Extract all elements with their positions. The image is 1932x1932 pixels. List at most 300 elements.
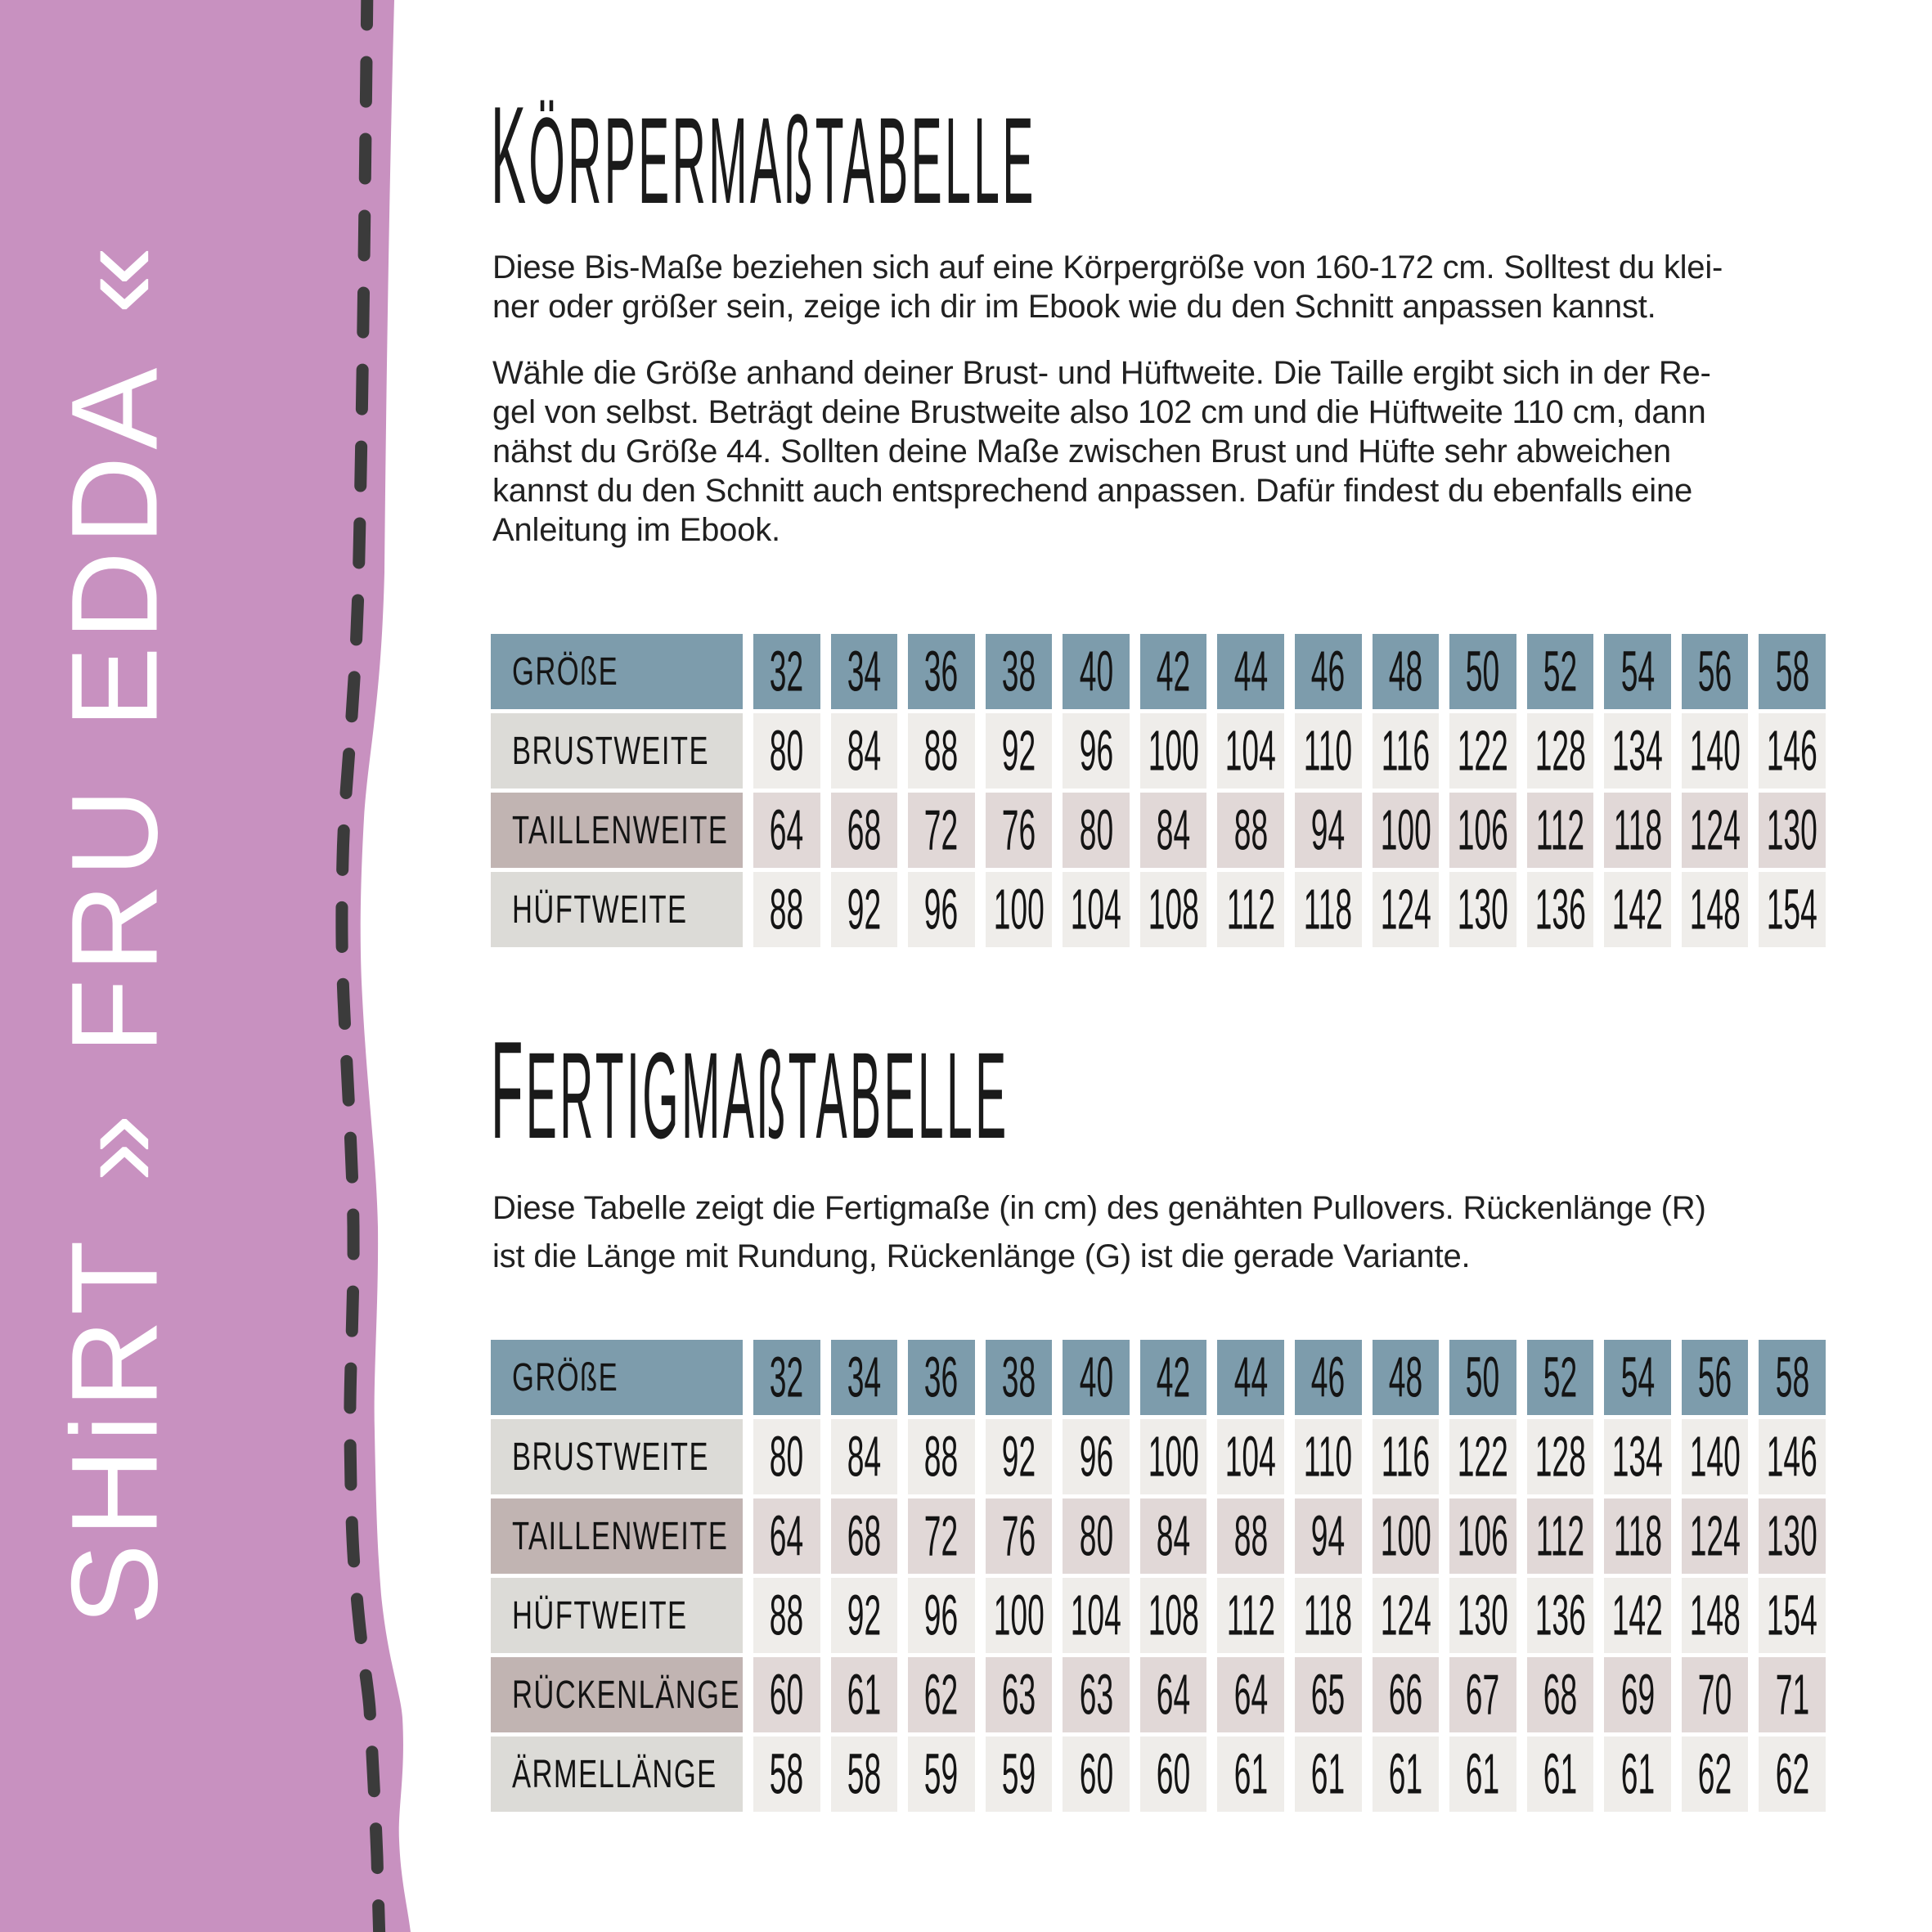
measure-value-hueftweite bbox=[1140, 872, 1207, 947]
measure-value-brustweite-text: 110 bbox=[1304, 719, 1353, 783]
measure-value-taillenweite-text: 124 bbox=[1689, 1504, 1741, 1568]
koerpermass-table bbox=[491, 634, 1826, 947]
size-header-value-text: 42 bbox=[1156, 640, 1191, 703]
measure-value-taillenweite bbox=[1759, 1498, 1826, 1574]
measure-value-hueftweite bbox=[1140, 1578, 1207, 1653]
measure-value-hueftweite-text: 154 bbox=[1767, 1584, 1818, 1647]
measure-value-brustweite-text: 122 bbox=[1457, 719, 1508, 783]
measure-value-hueftweite-text: 92 bbox=[847, 878, 882, 941]
measure-value-brustweite bbox=[1449, 713, 1516, 789]
size-header-value bbox=[1527, 634, 1594, 709]
measure-value-brustweite-text: 84 bbox=[847, 719, 882, 783]
measure-value-hueftweite bbox=[753, 1578, 820, 1653]
measure-value-taillenweite-text: 100 bbox=[1380, 798, 1431, 862]
measure-value-brustweite bbox=[1682, 1419, 1749, 1494]
row-label-hueftweite-text: HÜFTWEITE bbox=[512, 1593, 688, 1638]
size-header-value-text: 34 bbox=[847, 1346, 882, 1409]
row-label-taillenweite bbox=[491, 1498, 743, 1574]
measure-value-taillenweite bbox=[1527, 793, 1594, 868]
text-line: nähst du Größe 44. Sollten deine Maße zwischen Brust und Hüfte sehr abweichen bbox=[492, 434, 1671, 470]
size-header-value-text: 46 bbox=[1311, 640, 1346, 703]
heading-fertigmasstabelle: FERTIGMAßTABELLE bbox=[491, 1013, 1009, 1167]
row-label-hueftweite-text: HÜFTWEITE bbox=[512, 887, 688, 932]
size-header-value-text: 40 bbox=[1079, 640, 1113, 703]
text-line: ist die Länge mit Rundung, Rückenlänge (G) ist die gerade Variante. bbox=[492, 1238, 1471, 1274]
size-header-value bbox=[1604, 1340, 1671, 1415]
measure-value-hueftweite-text: 154 bbox=[1767, 878, 1818, 941]
measure-value-taillenweite-text: 124 bbox=[1689, 798, 1741, 862]
measure-value-rueckenlaenge bbox=[1527, 1657, 1594, 1732]
measure-value-aermellaenge-text: 59 bbox=[1001, 1742, 1036, 1806]
measure-value-taillenweite bbox=[1217, 1498, 1284, 1574]
measure-value-hueftweite-text: 96 bbox=[924, 1584, 959, 1647]
row-label-brustweite bbox=[491, 713, 743, 789]
measure-value-rueckenlaenge-text: 63 bbox=[1079, 1663, 1113, 1727]
measure-value-taillenweite bbox=[831, 793, 898, 868]
size-header-value bbox=[908, 1340, 975, 1415]
size-header-value-text: 44 bbox=[1233, 1346, 1268, 1409]
size-header-value bbox=[1759, 1340, 1826, 1415]
heading-koerpermasstabelle: KÖRPERMAßTABELLE bbox=[491, 78, 1036, 232]
size-header-value bbox=[1759, 634, 1826, 709]
measure-value-hueftweite bbox=[1759, 1578, 1826, 1653]
measure-value-hueftweite bbox=[1527, 872, 1594, 947]
measure-value-brustweite bbox=[1604, 713, 1671, 789]
size-header-value-text: 32 bbox=[770, 1346, 804, 1409]
measure-value-taillenweite-text: 64 bbox=[770, 798, 804, 862]
measure-value-rueckenlaenge-text: 68 bbox=[1543, 1663, 1578, 1727]
measure-value-taillenweite-text: 118 bbox=[1613, 798, 1662, 862]
measure-value-hueftweite bbox=[1295, 1578, 1362, 1653]
measure-value-rueckenlaenge-text: 64 bbox=[1156, 1663, 1191, 1727]
text-line: ner oder größer sein, zeige ich dir im Ebook wie du den Schnitt anpassen kannst. bbox=[492, 289, 1656, 325]
measure-value-hueftweite bbox=[1449, 872, 1516, 947]
measure-value-hueftweite-text: 148 bbox=[1689, 878, 1741, 941]
row-label-brustweite bbox=[491, 1419, 743, 1494]
text-line: Anleitung im Ebook. bbox=[492, 512, 780, 548]
row-label-aermellaenge-text: ÄRMELLÄNGE bbox=[512, 1752, 717, 1796]
size-header-value bbox=[1217, 634, 1284, 709]
measure-value-rueckenlaenge-text: 64 bbox=[1233, 1663, 1268, 1727]
measure-value-hueftweite-text: 88 bbox=[770, 878, 804, 941]
measure-value-hueftweite-text: 108 bbox=[1148, 1584, 1199, 1647]
measure-value-aermellaenge-text: 61 bbox=[1620, 1742, 1655, 1806]
measure-value-brustweite-text: 134 bbox=[1612, 1425, 1664, 1489]
size-header-value-text: 58 bbox=[1775, 640, 1809, 703]
measure-value-aermellaenge bbox=[986, 1737, 1053, 1812]
measure-value-hueftweite bbox=[986, 872, 1053, 947]
size-header-value bbox=[1063, 634, 1130, 709]
measure-value-brustweite-text: 80 bbox=[770, 719, 804, 783]
measure-value-rueckenlaenge-text: 61 bbox=[847, 1663, 882, 1727]
measure-value-taillenweite bbox=[831, 1498, 898, 1574]
size-header-value bbox=[1682, 634, 1749, 709]
measure-value-hueftweite-text: 118 bbox=[1304, 878, 1353, 941]
measure-value-taillenweite bbox=[1140, 793, 1207, 868]
measure-value-brustweite bbox=[1063, 1419, 1130, 1494]
measure-value-aermellaenge-text: 58 bbox=[847, 1742, 882, 1806]
measure-value-aermellaenge-text: 60 bbox=[1156, 1742, 1191, 1806]
measure-value-rueckenlaenge-text: 67 bbox=[1466, 1663, 1500, 1727]
size-header-value-text: 52 bbox=[1543, 640, 1578, 703]
measure-value-rueckenlaenge bbox=[1449, 1657, 1516, 1732]
measure-value-taillenweite bbox=[1140, 1498, 1207, 1574]
measure-value-taillenweite bbox=[1373, 793, 1440, 868]
size-header-value-text: 54 bbox=[1620, 640, 1655, 703]
size-header-value-text: 42 bbox=[1156, 1346, 1191, 1409]
measure-value-hueftweite-text: 108 bbox=[1148, 878, 1199, 941]
measure-value-taillenweite bbox=[908, 1498, 975, 1574]
measure-value-taillenweite-text: 80 bbox=[1079, 798, 1113, 862]
measure-value-hueftweite-text: 112 bbox=[1226, 878, 1275, 941]
measure-value-taillenweite bbox=[753, 1498, 820, 1574]
measure-value-brustweite-text: 104 bbox=[1225, 719, 1277, 783]
measure-value-hueftweite-text: 118 bbox=[1304, 1584, 1353, 1647]
size-header-value-text: 36 bbox=[924, 640, 959, 703]
measure-value-brustweite-text: 92 bbox=[1001, 719, 1036, 783]
measure-value-taillenweite bbox=[1449, 1498, 1516, 1574]
measure-value-rueckenlaenge-text: 71 bbox=[1775, 1663, 1809, 1727]
measure-value-aermellaenge bbox=[1373, 1737, 1440, 1812]
measure-value-aermellaenge bbox=[753, 1737, 820, 1812]
measure-value-brustweite bbox=[1063, 713, 1130, 789]
measure-value-hueftweite bbox=[1373, 872, 1440, 947]
pattern-name-vertical-label: SHiRT » FRU EDDA « bbox=[45, 239, 183, 1626]
measure-value-hueftweite bbox=[831, 872, 898, 947]
row-label-taillenweite bbox=[491, 793, 743, 868]
measure-value-aermellaenge bbox=[1759, 1737, 1826, 1812]
measure-value-taillenweite-text: 118 bbox=[1613, 1504, 1662, 1568]
measure-value-rueckenlaenge bbox=[1063, 1657, 1130, 1732]
size-header-value-text: 56 bbox=[1697, 640, 1732, 703]
measure-value-hueftweite bbox=[1063, 872, 1130, 947]
measure-value-taillenweite bbox=[1527, 1498, 1594, 1574]
measure-value-taillenweite-text: 130 bbox=[1767, 1504, 1818, 1568]
measure-value-brustweite bbox=[1682, 713, 1749, 789]
size-header-value bbox=[1295, 634, 1362, 709]
fertigmass-table bbox=[491, 1340, 1826, 1812]
measure-value-hueftweite bbox=[1682, 872, 1749, 947]
measure-value-taillenweite-text: 80 bbox=[1079, 1504, 1113, 1568]
size-header-value bbox=[1063, 1340, 1130, 1415]
measure-value-rueckenlaenge bbox=[1140, 1657, 1207, 1732]
measure-value-brustweite bbox=[1527, 713, 1594, 789]
row-label-hueftweite bbox=[491, 1578, 743, 1653]
size-header-value-text: 56 bbox=[1697, 1346, 1732, 1409]
measure-value-hueftweite-text: 124 bbox=[1380, 878, 1431, 941]
measure-value-taillenweite bbox=[1063, 793, 1130, 868]
measure-value-hueftweite-text: 148 bbox=[1689, 1584, 1741, 1647]
measure-value-brustweite bbox=[986, 713, 1053, 789]
measure-value-hueftweite bbox=[1682, 1578, 1749, 1653]
measure-value-taillenweite-text: 88 bbox=[1233, 798, 1268, 862]
measure-value-rueckenlaenge bbox=[1217, 1657, 1284, 1732]
size-header-value bbox=[1527, 1340, 1594, 1415]
measure-value-taillenweite-text: 106 bbox=[1457, 1504, 1508, 1568]
measure-value-hueftweite bbox=[831, 1578, 898, 1653]
measure-value-rueckenlaenge-text: 70 bbox=[1697, 1663, 1732, 1727]
measure-value-brustweite bbox=[1217, 713, 1284, 789]
measure-value-hueftweite bbox=[1449, 1578, 1516, 1653]
row-label-aermellaenge bbox=[491, 1737, 743, 1812]
measure-value-brustweite-text: 116 bbox=[1381, 1425, 1431, 1489]
measure-value-taillenweite-text: 112 bbox=[1535, 798, 1585, 862]
size-header-value bbox=[986, 634, 1053, 709]
measure-value-aermellaenge bbox=[1217, 1737, 1284, 1812]
measure-value-hueftweite bbox=[1604, 1578, 1671, 1653]
measure-value-taillenweite-text: 76 bbox=[1001, 798, 1036, 862]
measure-value-taillenweite-text: 94 bbox=[1311, 1504, 1346, 1568]
measure-value-hueftweite-text: 104 bbox=[1071, 878, 1122, 941]
size-header-value bbox=[986, 1340, 1053, 1415]
measure-value-aermellaenge bbox=[1449, 1737, 1516, 1812]
row-label-rueckenlaenge bbox=[491, 1657, 743, 1732]
measure-value-hueftweite bbox=[1295, 872, 1362, 947]
size-header-value-text: 58 bbox=[1775, 1346, 1809, 1409]
measure-value-hueftweite bbox=[1063, 1578, 1130, 1653]
measure-value-brustweite-text: 88 bbox=[924, 1425, 959, 1489]
measure-value-brustweite-text: 80 bbox=[770, 1425, 804, 1489]
measure-value-aermellaenge-text: 61 bbox=[1233, 1742, 1268, 1806]
measure-value-brustweite bbox=[1604, 1419, 1671, 1494]
row-label-taillenweite-text: TAILLENWEITE bbox=[512, 1514, 729, 1558]
measure-value-rueckenlaenge bbox=[1373, 1657, 1440, 1732]
measure-value-hueftweite-text: 112 bbox=[1226, 1584, 1275, 1647]
size-header-value-text: 52 bbox=[1543, 1346, 1578, 1409]
measure-value-hueftweite bbox=[986, 1578, 1053, 1653]
measure-value-taillenweite-text: 94 bbox=[1311, 798, 1346, 862]
measure-value-brustweite bbox=[1759, 713, 1826, 789]
measure-value-hueftweite-text: 100 bbox=[993, 1584, 1045, 1647]
measure-value-taillenweite bbox=[1063, 1498, 1130, 1574]
measure-value-hueftweite bbox=[1759, 872, 1826, 947]
measure-value-taillenweite-text: 106 bbox=[1457, 798, 1508, 862]
measure-value-brustweite bbox=[908, 713, 975, 789]
measure-value-hueftweite bbox=[1373, 1578, 1440, 1653]
measure-value-taillenweite-text: 84 bbox=[1156, 1504, 1191, 1568]
row-label-taillenweite-text: TAILLENWEITE bbox=[512, 808, 729, 852]
measure-value-aermellaenge-text: 61 bbox=[1466, 1742, 1500, 1806]
text-line: Wähle die Größe anhand deiner Brust- und Hüftweite. Die Taille ergibt sich in der Re- bbox=[492, 355, 1711, 391]
measure-value-aermellaenge-text: 58 bbox=[770, 1742, 804, 1806]
measure-value-brustweite-text: 146 bbox=[1767, 719, 1818, 783]
size-header-value-text: 44 bbox=[1233, 640, 1268, 703]
size-header-value-text: 50 bbox=[1466, 1346, 1500, 1409]
size-header-value bbox=[908, 634, 975, 709]
measure-value-brustweite bbox=[908, 1419, 975, 1494]
measure-value-taillenweite-text: 72 bbox=[924, 798, 959, 862]
size-header-value bbox=[1449, 634, 1516, 709]
measure-value-taillenweite-text: 64 bbox=[770, 1504, 804, 1568]
measure-value-hueftweite-text: 136 bbox=[1534, 1584, 1586, 1647]
measure-value-taillenweite-text: 88 bbox=[1233, 1504, 1268, 1568]
measure-value-brustweite bbox=[986, 1419, 1053, 1494]
measure-value-taillenweite bbox=[986, 793, 1053, 868]
size-header-value bbox=[1295, 1340, 1362, 1415]
measure-value-brustweite-text: 96 bbox=[1079, 719, 1113, 783]
size-header-value bbox=[831, 634, 898, 709]
size-header-label-groesse bbox=[491, 634, 743, 709]
measure-value-hueftweite-text: 136 bbox=[1534, 878, 1586, 941]
measure-value-brustweite-text: 146 bbox=[1767, 1425, 1818, 1489]
size-header-value bbox=[753, 634, 820, 709]
measure-value-aermellaenge bbox=[1140, 1737, 1207, 1812]
measure-value-brustweite-text: 110 bbox=[1304, 1425, 1353, 1489]
measure-value-taillenweite-text: 84 bbox=[1156, 798, 1191, 862]
measure-value-hueftweite bbox=[908, 872, 975, 947]
size-header-value-text: 34 bbox=[847, 640, 882, 703]
measure-value-aermellaenge-text: 61 bbox=[1388, 1742, 1423, 1806]
measure-value-taillenweite-text: 130 bbox=[1767, 798, 1818, 862]
measure-value-taillenweite bbox=[1682, 1498, 1749, 1574]
measure-value-rueckenlaenge bbox=[908, 1657, 975, 1732]
size-header-value-text: 38 bbox=[1001, 1346, 1036, 1409]
measure-value-taillenweite bbox=[1682, 793, 1749, 868]
measure-value-hueftweite bbox=[1604, 872, 1671, 947]
measure-value-hueftweite-text: 142 bbox=[1612, 878, 1664, 941]
measure-value-brustweite-text: 122 bbox=[1457, 1425, 1508, 1489]
measure-value-hueftweite-text: 96 bbox=[924, 878, 959, 941]
measure-value-rueckenlaenge bbox=[831, 1657, 898, 1732]
measure-value-brustweite-text: 140 bbox=[1689, 1425, 1741, 1489]
measure-value-rueckenlaenge-text: 60 bbox=[770, 1663, 804, 1727]
measure-value-brustweite bbox=[1759, 1419, 1826, 1494]
measure-value-brustweite-text: 96 bbox=[1079, 1425, 1113, 1489]
measure-value-brustweite-text: 104 bbox=[1225, 1425, 1277, 1489]
measure-value-aermellaenge-text: 61 bbox=[1311, 1742, 1346, 1806]
measure-value-brustweite bbox=[1217, 1419, 1284, 1494]
measure-value-brustweite-text: 84 bbox=[847, 1425, 882, 1489]
measure-value-aermellaenge-text: 61 bbox=[1543, 1742, 1578, 1806]
measure-value-taillenweite-text: 68 bbox=[847, 798, 882, 862]
size-header-value bbox=[1217, 1340, 1284, 1415]
measure-value-hueftweite-text: 124 bbox=[1380, 1584, 1431, 1647]
row-label-brustweite-text: BRUSTWEITE bbox=[512, 729, 709, 773]
measure-value-taillenweite bbox=[986, 1498, 1053, 1574]
text-line: gel von selbst. Beträgt deine Brustweite also 102 cm und die Hüftweite 110 cm, dann bbox=[492, 394, 1706, 430]
measure-value-aermellaenge-text: 62 bbox=[1775, 1742, 1809, 1806]
measure-value-brustweite bbox=[753, 1419, 820, 1494]
fertigmass-intro-paragraph bbox=[492, 1184, 1706, 1281]
measure-value-aermellaenge bbox=[1063, 1737, 1130, 1812]
measure-value-aermellaenge bbox=[1295, 1737, 1362, 1812]
measure-value-brustweite bbox=[1295, 1419, 1362, 1494]
measure-value-hueftweite bbox=[753, 872, 820, 947]
size-header-value-text: 54 bbox=[1620, 1346, 1655, 1409]
size-header-value-text: 36 bbox=[924, 1346, 959, 1409]
measure-value-hueftweite-text: 104 bbox=[1071, 1584, 1122, 1647]
measure-value-taillenweite bbox=[1217, 793, 1284, 868]
measure-value-hueftweite bbox=[908, 1578, 975, 1653]
size-header-value bbox=[1373, 634, 1440, 709]
row-label-hueftweite bbox=[491, 872, 743, 947]
measure-value-brustweite-text: 100 bbox=[1148, 719, 1199, 783]
text-line: Diese Bis-Maße beziehen sich auf eine Körpergröße von 160-172 cm. Solltest du klei- bbox=[492, 249, 1723, 285]
size-header-value-text: 38 bbox=[1001, 640, 1036, 703]
measure-value-taillenweite-text: 100 bbox=[1380, 1504, 1431, 1568]
size-choice-paragraph bbox=[492, 353, 1711, 550]
measure-value-aermellaenge bbox=[1604, 1737, 1671, 1812]
measure-value-brustweite-text: 128 bbox=[1534, 719, 1586, 783]
measure-value-taillenweite bbox=[1449, 793, 1516, 868]
measure-value-aermellaenge-text: 59 bbox=[924, 1742, 959, 1806]
measure-value-taillenweite bbox=[753, 793, 820, 868]
measure-value-taillenweite bbox=[908, 793, 975, 868]
measure-value-hueftweite-text: 88 bbox=[770, 1584, 804, 1647]
size-header-value bbox=[1682, 1340, 1749, 1415]
measure-value-brustweite-text: 92 bbox=[1001, 1425, 1036, 1489]
measure-value-brustweite-text: 134 bbox=[1612, 719, 1664, 783]
measure-value-brustweite bbox=[1527, 1419, 1594, 1494]
size-header-value bbox=[1449, 1340, 1516, 1415]
size-header-value-text: 48 bbox=[1388, 640, 1423, 703]
measure-value-brustweite bbox=[1140, 1419, 1207, 1494]
size-header-label-groesse-text: GRÖßE bbox=[512, 649, 619, 694]
measure-value-hueftweite-text: 130 bbox=[1457, 878, 1508, 941]
measure-value-hueftweite-text: 92 bbox=[847, 1584, 882, 1647]
measure-value-rueckenlaenge-text: 66 bbox=[1388, 1663, 1423, 1727]
size-header-label-groesse-text: GRÖßE bbox=[512, 1355, 619, 1400]
measure-value-hueftweite-text: 142 bbox=[1612, 1584, 1664, 1647]
measure-value-taillenweite bbox=[1604, 1498, 1671, 1574]
measure-value-aermellaenge bbox=[1527, 1737, 1594, 1812]
measure-value-hueftweite bbox=[1217, 872, 1284, 947]
measure-value-taillenweite-text: 112 bbox=[1535, 1504, 1585, 1568]
size-header-value bbox=[1373, 1340, 1440, 1415]
measure-value-rueckenlaenge-text: 62 bbox=[924, 1663, 959, 1727]
measure-value-aermellaenge bbox=[908, 1737, 975, 1812]
text-line: kannst du den Schnitt auch entsprechend anpassen. Dafür findest du ebenfalls eine bbox=[492, 473, 1693, 509]
measure-value-aermellaenge bbox=[1682, 1737, 1749, 1812]
measure-value-taillenweite bbox=[1604, 793, 1671, 868]
size-header-value-text: 48 bbox=[1388, 1346, 1423, 1409]
measure-value-taillenweite-text: 76 bbox=[1001, 1504, 1036, 1568]
size-header-value-text: 32 bbox=[770, 640, 804, 703]
measure-value-rueckenlaenge bbox=[986, 1657, 1053, 1732]
size-header-label-groesse bbox=[491, 1340, 743, 1415]
measure-value-taillenweite-text: 68 bbox=[847, 1504, 882, 1568]
koerpermass-intro-paragraph bbox=[492, 248, 1723, 326]
content-column bbox=[491, 0, 1932, 1932]
size-header-value bbox=[1604, 634, 1671, 709]
measure-value-brustweite bbox=[1373, 713, 1440, 789]
size-header-value-text: 40 bbox=[1079, 1346, 1113, 1409]
measure-value-hueftweite bbox=[1217, 1578, 1284, 1653]
measure-value-brustweite bbox=[753, 713, 820, 789]
row-label-brustweite-text: BRUSTWEITE bbox=[512, 1435, 709, 1479]
measure-value-aermellaenge-text: 60 bbox=[1079, 1742, 1113, 1806]
text-line: Diese Tabelle zeigt die Fertigmaße (in cm) des genähten Pullovers. Rückenlänge (R) bbox=[492, 1190, 1706, 1226]
measure-value-rueckenlaenge-text: 63 bbox=[1001, 1663, 1036, 1727]
measure-value-brustweite-text: 140 bbox=[1689, 719, 1741, 783]
measure-value-taillenweite bbox=[1759, 793, 1826, 868]
measure-value-brustweite-text: 116 bbox=[1381, 719, 1431, 783]
measure-value-brustweite bbox=[831, 1419, 898, 1494]
measure-value-taillenweite bbox=[1295, 793, 1362, 868]
measure-value-brustweite bbox=[1373, 1419, 1440, 1494]
measure-value-hueftweite bbox=[1527, 1578, 1594, 1653]
measure-value-brustweite bbox=[1140, 713, 1207, 789]
measure-value-taillenweite bbox=[1295, 1498, 1362, 1574]
measure-value-taillenweite bbox=[1373, 1498, 1440, 1574]
measure-value-brustweite-text: 100 bbox=[1148, 1425, 1199, 1489]
size-header-value-text: 50 bbox=[1466, 640, 1500, 703]
size-header-value bbox=[831, 1340, 898, 1415]
measure-value-hueftweite-text: 100 bbox=[993, 878, 1045, 941]
measure-value-brustweite bbox=[1295, 713, 1362, 789]
measure-value-brustweite-text: 88 bbox=[924, 719, 959, 783]
measure-value-rueckenlaenge-text: 69 bbox=[1620, 1663, 1655, 1727]
